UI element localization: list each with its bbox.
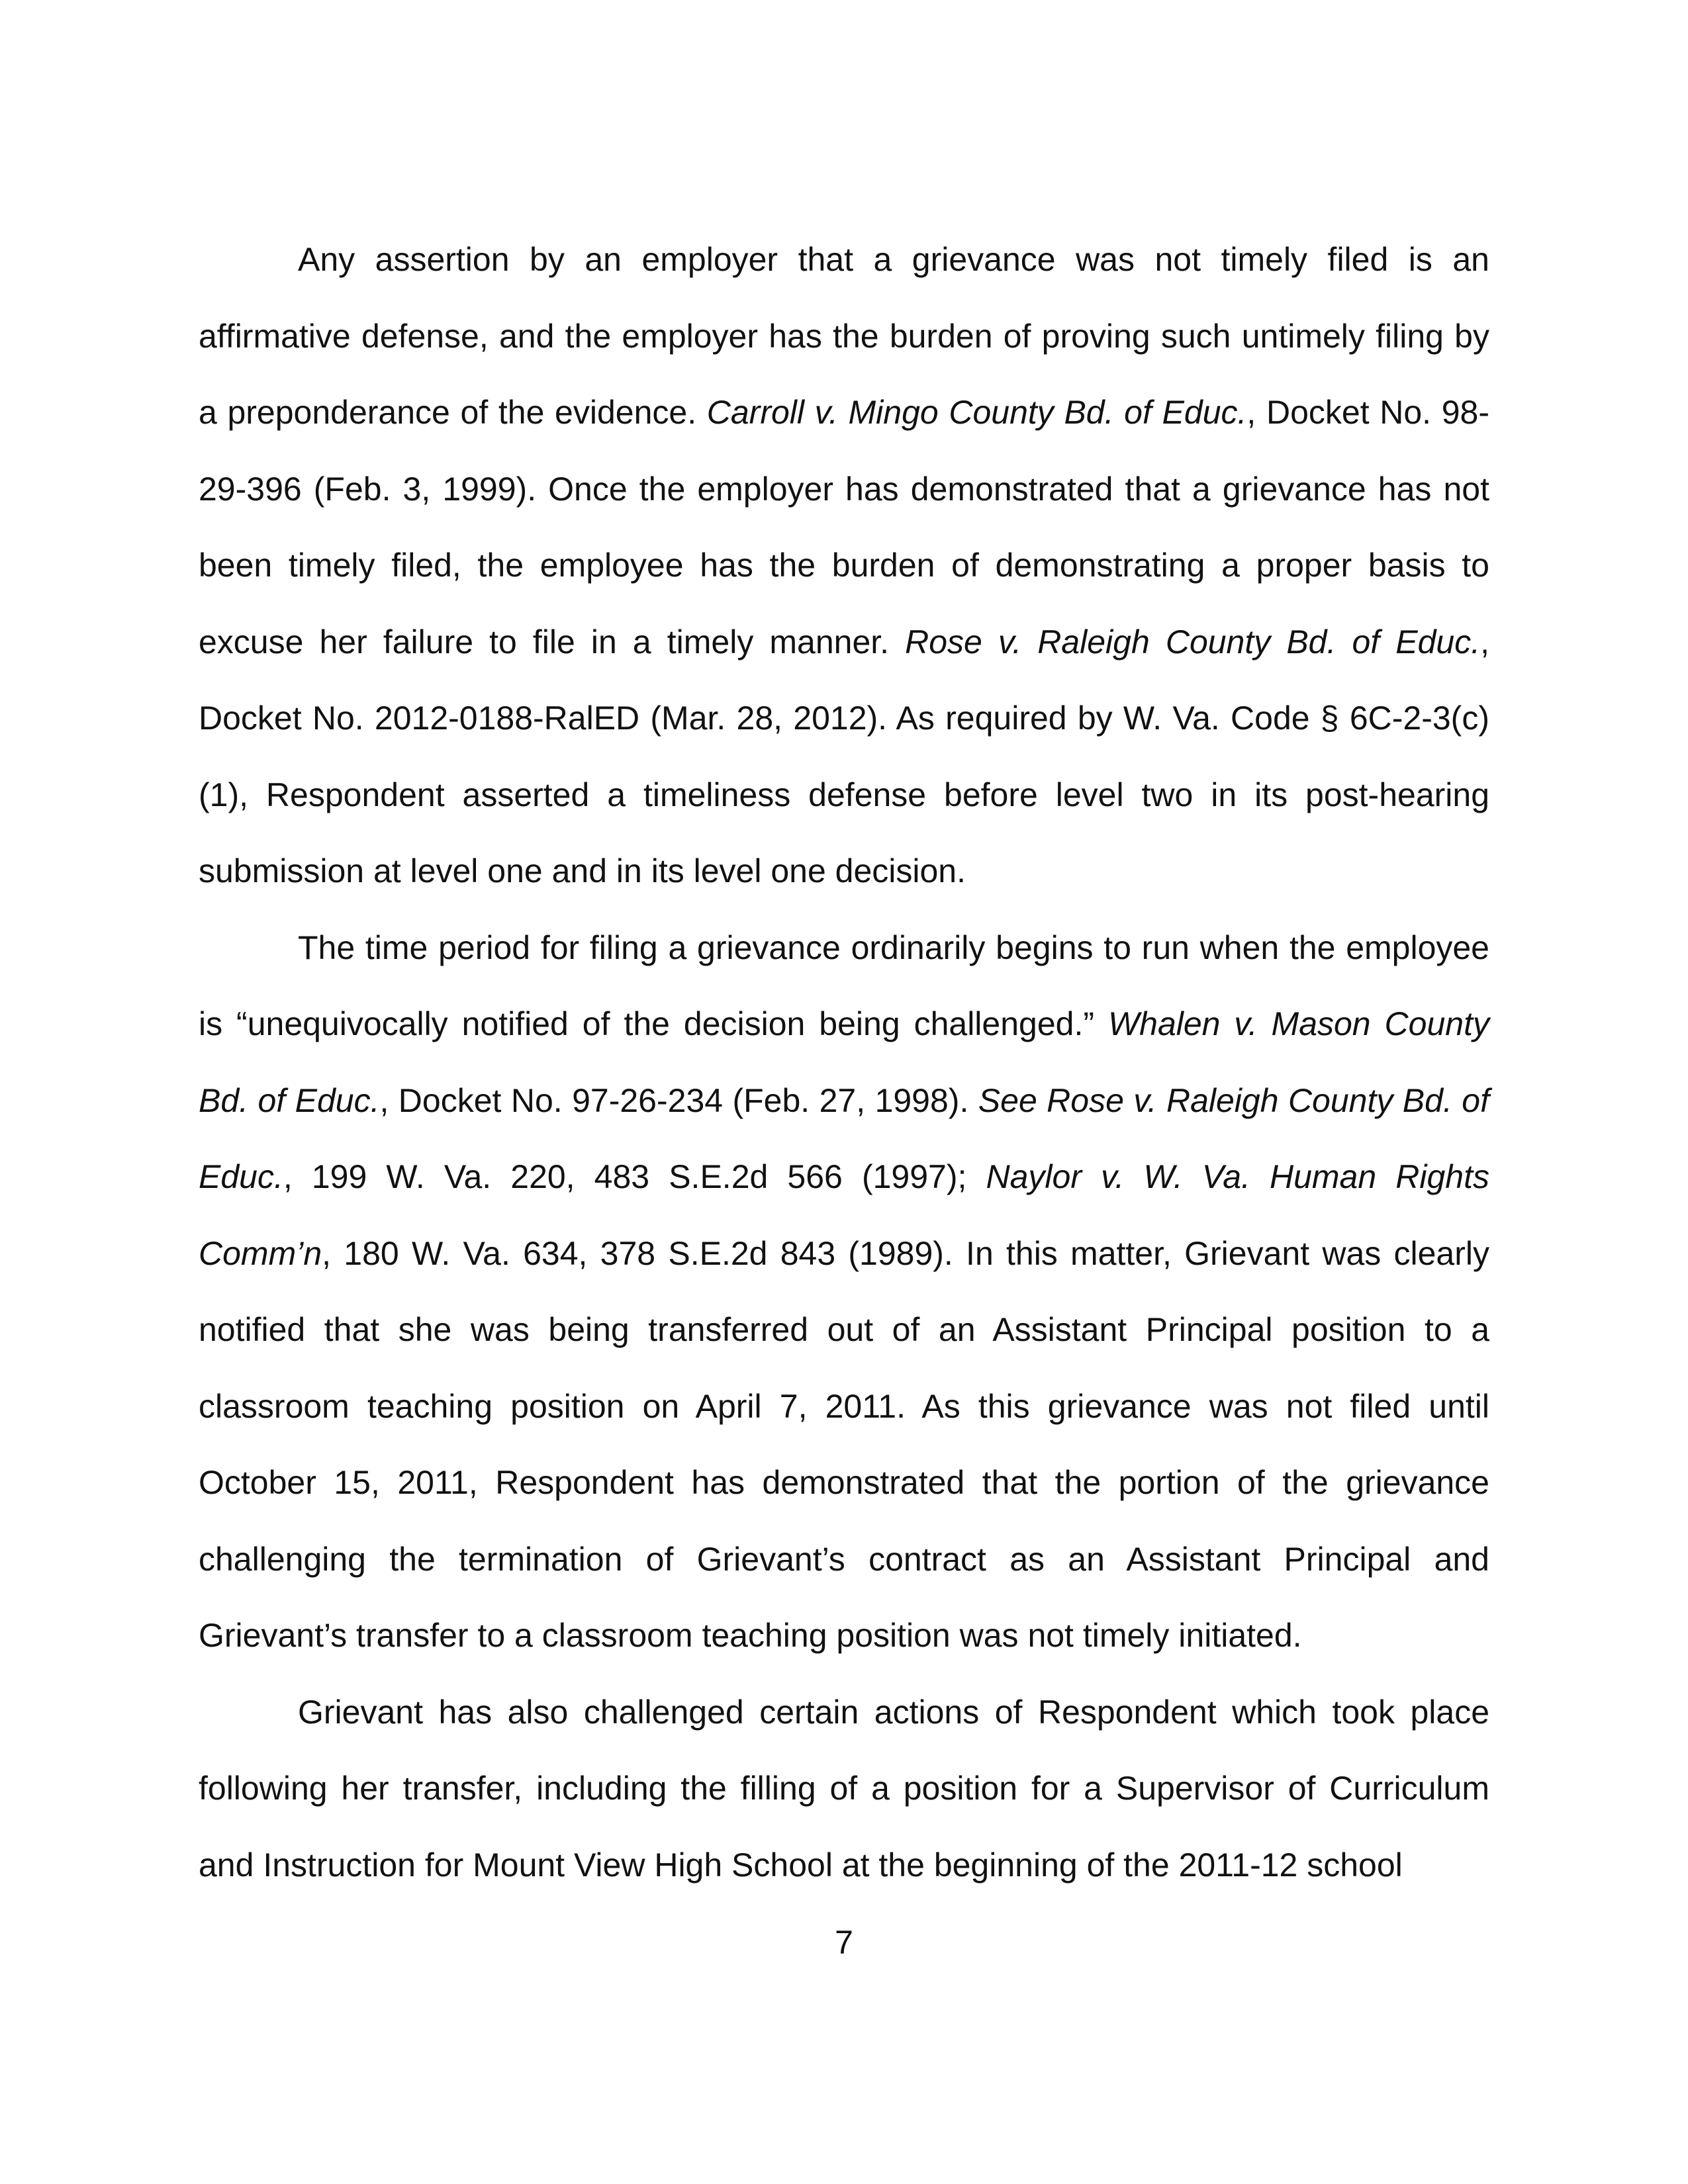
paragraph-text: , Docket No. 98-29-396 (Feb. 3, 1999). Once the employer has demonstrated that a grievance has not been timely filed, the employee has the burden of demonstrating a proper basis to excuse her failure to file in a timely manner. [199,394,1489,660]
paragraph-3 [199,1674,1489,1904]
paragraph-text: The time period for filing a grievance ordinarily begins to run when the employee is “unequivocally notified of the decision being challenged.” [199,929,1489,1042]
paragraph-1 [199,222,1489,910]
case-citation: Naylor v. W. Va. Human Rights Comm’n [199,1158,1490,1272]
case-citation: See Rose v. Raleigh County Bd. of Educ. [199,1081,1489,1195]
paragraph-text: , Docket No. 2012-0188-RalED (Mar. 28, 2012). As required by W. Va. Code § 6C-2-3(c)(1), Respondent asserted a timeliness defense before level two in its post-hearing submission at level one and in its level one decision. [199,623,1489,889]
paragraph-text: , 199 W. Va. 220, 483 S.E.2d 566 (1997); [283,1158,986,1195]
case-citation: Rose v. Raleigh County Bd. of Educ. [905,623,1481,660]
paragraph-text: Grievant has also challenged certain actions of Respondent which took place following her transfer, including the filling of a position for a Supervisor of Curriculum and Instruction for Mount View High School at the beginning of the 2011-12 school [199,1693,1489,1884]
paragraph-text: , Docket No. 97-26-234 (Feb. 27, 1998). [379,1081,978,1119]
paragraph-text: , 180 W. Va. 634, 378 S.E.2d 843 (1989). In this matter, Grievant was clearly notified that she was being transferred out of an Assistant Principal position to a classroom teaching position on April 7, 2011. As this grievance was not filed until October 15, 2011, Respondent has demonstrated that the portion of the grievance challenging the termination of Grievant’s contract as an Assistant Principal and Grievant’s transfer to a classroom teaching position was not timely initiated. [199,1234,1489,1654]
case-citation: Whalen v. Mason County Bd. of Educ. [199,1005,1489,1119]
body-text [199,222,1489,1903]
paragraph-2 [199,910,1489,1674]
paragraph-text: Any assertion by an employer that a grievance was not timely filed is an affirmative defense, and the employer has the burden of proving such untimely filing by a preponderance of the evidence. [199,241,1489,431]
page-number: 7 [835,1924,853,1961]
case-citation: Carroll v. Mingo County Bd. of Educ. [706,394,1247,431]
